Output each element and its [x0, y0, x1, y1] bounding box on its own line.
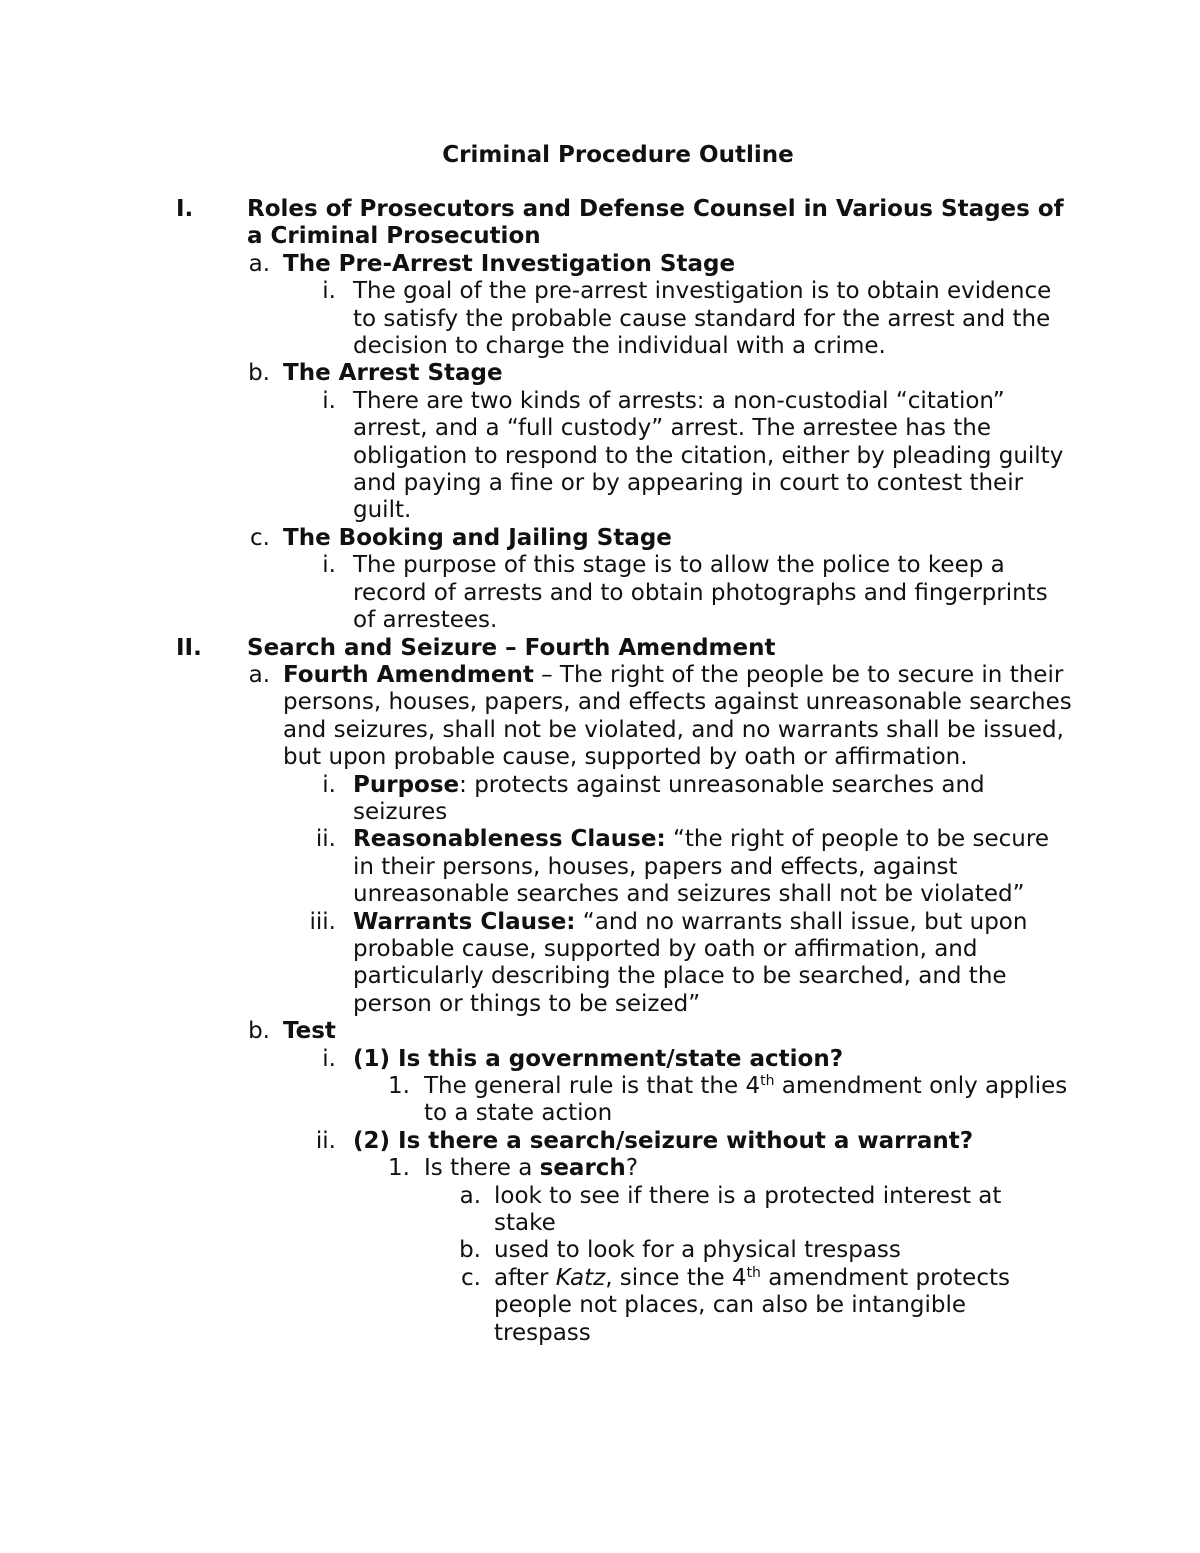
subitem-text: amendment protects people not places, can also be intangible trespass	[494, 1264, 1010, 1346]
subitem-text: after	[494, 1264, 556, 1291]
subpoint	[0, 1073, 1200, 1128]
subitem	[0, 1237, 1200, 1264]
subsection-body	[283, 662, 1073, 772]
subpoint-marker: 1.	[388, 1073, 410, 1099]
point	[0, 552, 1200, 634]
point-marker: i.	[322, 771, 336, 798]
subitem	[0, 1183, 1200, 1238]
point	[0, 388, 1200, 525]
subsection-marker: b.	[248, 1018, 270, 1045]
subsection-heading: Test	[283, 1018, 336, 1045]
section-1	[0, 196, 1200, 251]
subitem-marker: b.	[459, 1237, 481, 1264]
point-label: (2) Is there a search/seizure without a warrant?	[353, 1127, 974, 1154]
section-2	[0, 635, 1200, 662]
section-marker: II.	[176, 634, 202, 661]
subsection-heading: The Booking and Jailing Stage	[283, 524, 672, 551]
point-text: “the right of people to be secure in their persons, houses, papers and effects, against unreasonable searches and seizures shall not be violated”	[353, 826, 1049, 908]
subitem-marker: a.	[459, 1182, 481, 1209]
point-body	[353, 909, 1073, 1019]
point-search-seizure	[0, 1128, 1200, 1155]
point-text: There are two kinds of arrests: a non-custodial “citation” arrest, and a “full custody” arrest. The arrestee has the obligation to respond to the citation, either by pleading guilty and paying a fine or by appearing in court to contest their guilt.	[353, 387, 1064, 524]
point-purpose	[0, 772, 1200, 827]
ordinal-suffix: th	[760, 1073, 775, 1089]
section-marker: I.	[176, 196, 194, 222]
point-label: Warrants Clause:	[353, 908, 576, 935]
point-marker: i.	[322, 1045, 336, 1072]
point-marker: iii.	[309, 908, 336, 935]
subsection-fourth-amendment	[0, 662, 1200, 772]
subitem-text: used to look for a physical trespass	[494, 1237, 901, 1264]
subsection-heading: Fourth Amendment	[283, 661, 534, 688]
outline	[0, 196, 1200, 1347]
subpoint-body	[424, 1073, 1074, 1128]
subpoint-text: The general rule is that the 4	[424, 1073, 761, 1099]
subitem	[0, 1265, 1200, 1347]
section-heading: Roles of Prosecutors and Defense Counsel in Various Stages of a Criminal Prosecution	[247, 196, 1064, 250]
point	[0, 278, 1200, 360]
section-heading: Search and Seizure – Fourth Amendment	[247, 634, 776, 661]
subsection-heading: The Arrest Stage	[283, 360, 503, 387]
subpoint-text: amendment only applies to a state action	[424, 1073, 1068, 1127]
subsection-marker: a.	[248, 250, 270, 277]
subpoint-marker: 1.	[388, 1155, 410, 1182]
subsection-booking	[0, 525, 1200, 552]
subpoint-text: ?	[625, 1155, 639, 1182]
subpoint	[0, 1155, 1200, 1182]
document-title: Criminal Procedure Outline	[442, 142, 794, 168]
point-text: The purpose of this stage is to allow the police to keep a record of arrests and to obtain photographs and fingerprints of arrestees.	[353, 552, 1048, 634]
ordinal-suffix: th	[746, 1264, 761, 1281]
subsection-marker: a.	[248, 661, 270, 688]
subitem-text: look to see if there is a protected interest at stake	[494, 1182, 1002, 1237]
subpoint-text: Is there a	[424, 1155, 540, 1182]
subsection-marker: b.	[248, 360, 270, 387]
subsection-arrest	[0, 360, 1200, 387]
point-text: The goal of the pre-arrest investigation is to obtain evidence to satisfy the probable cause standard for the arrest and the decision to charge the individual with a crime.	[353, 278, 1052, 360]
point-label: (1) Is this a government/state action?	[353, 1045, 844, 1072]
point-warrants	[0, 909, 1200, 1019]
point-label: Purpose	[353, 771, 460, 798]
point-body	[353, 826, 1073, 908]
point-text: : protects against unreasonable searches and seizures	[353, 771, 985, 825]
point-marker: i.	[322, 387, 336, 414]
subsection-marker: c.	[250, 524, 270, 551]
point-state-action	[0, 1046, 1200, 1073]
subpoint-bold: search	[539, 1155, 626, 1182]
point-marker: i.	[322, 552, 336, 579]
case-name: Katz	[555, 1264, 606, 1291]
point-body	[353, 772, 1073, 827]
subsection-text: – The right of the people be to secure in their persons, houses, papers, and effects against unreasonable searches and seizures, shall not be violated, and no warrants shall be issued, but upon probable cause, supported by oath or affirmation.	[283, 661, 1072, 771]
subitem-body	[494, 1265, 1054, 1347]
point-label: Reasonableness Clause:	[353, 826, 666, 853]
subitem-marker: c.	[461, 1264, 481, 1291]
subpoint-body	[424, 1155, 1074, 1182]
subsection-pre-arrest	[0, 251, 1200, 278]
point-marker: ii.	[315, 1127, 336, 1154]
point-marker: i.	[322, 278, 336, 305]
subitem-text: , since the 4	[605, 1264, 747, 1291]
point-text: “and no warrants shall issue, but upon probable cause, supported by oath or affirmation, and particularly describing the place to be searched, and the person or things to be seized”	[353, 908, 1028, 1017]
point-marker: ii.	[315, 826, 336, 853]
point-reasonableness	[0, 826, 1200, 908]
subsection-heading: The Pre-Arrest Investigation Stage	[283, 250, 736, 277]
subsection-test	[0, 1018, 1200, 1045]
